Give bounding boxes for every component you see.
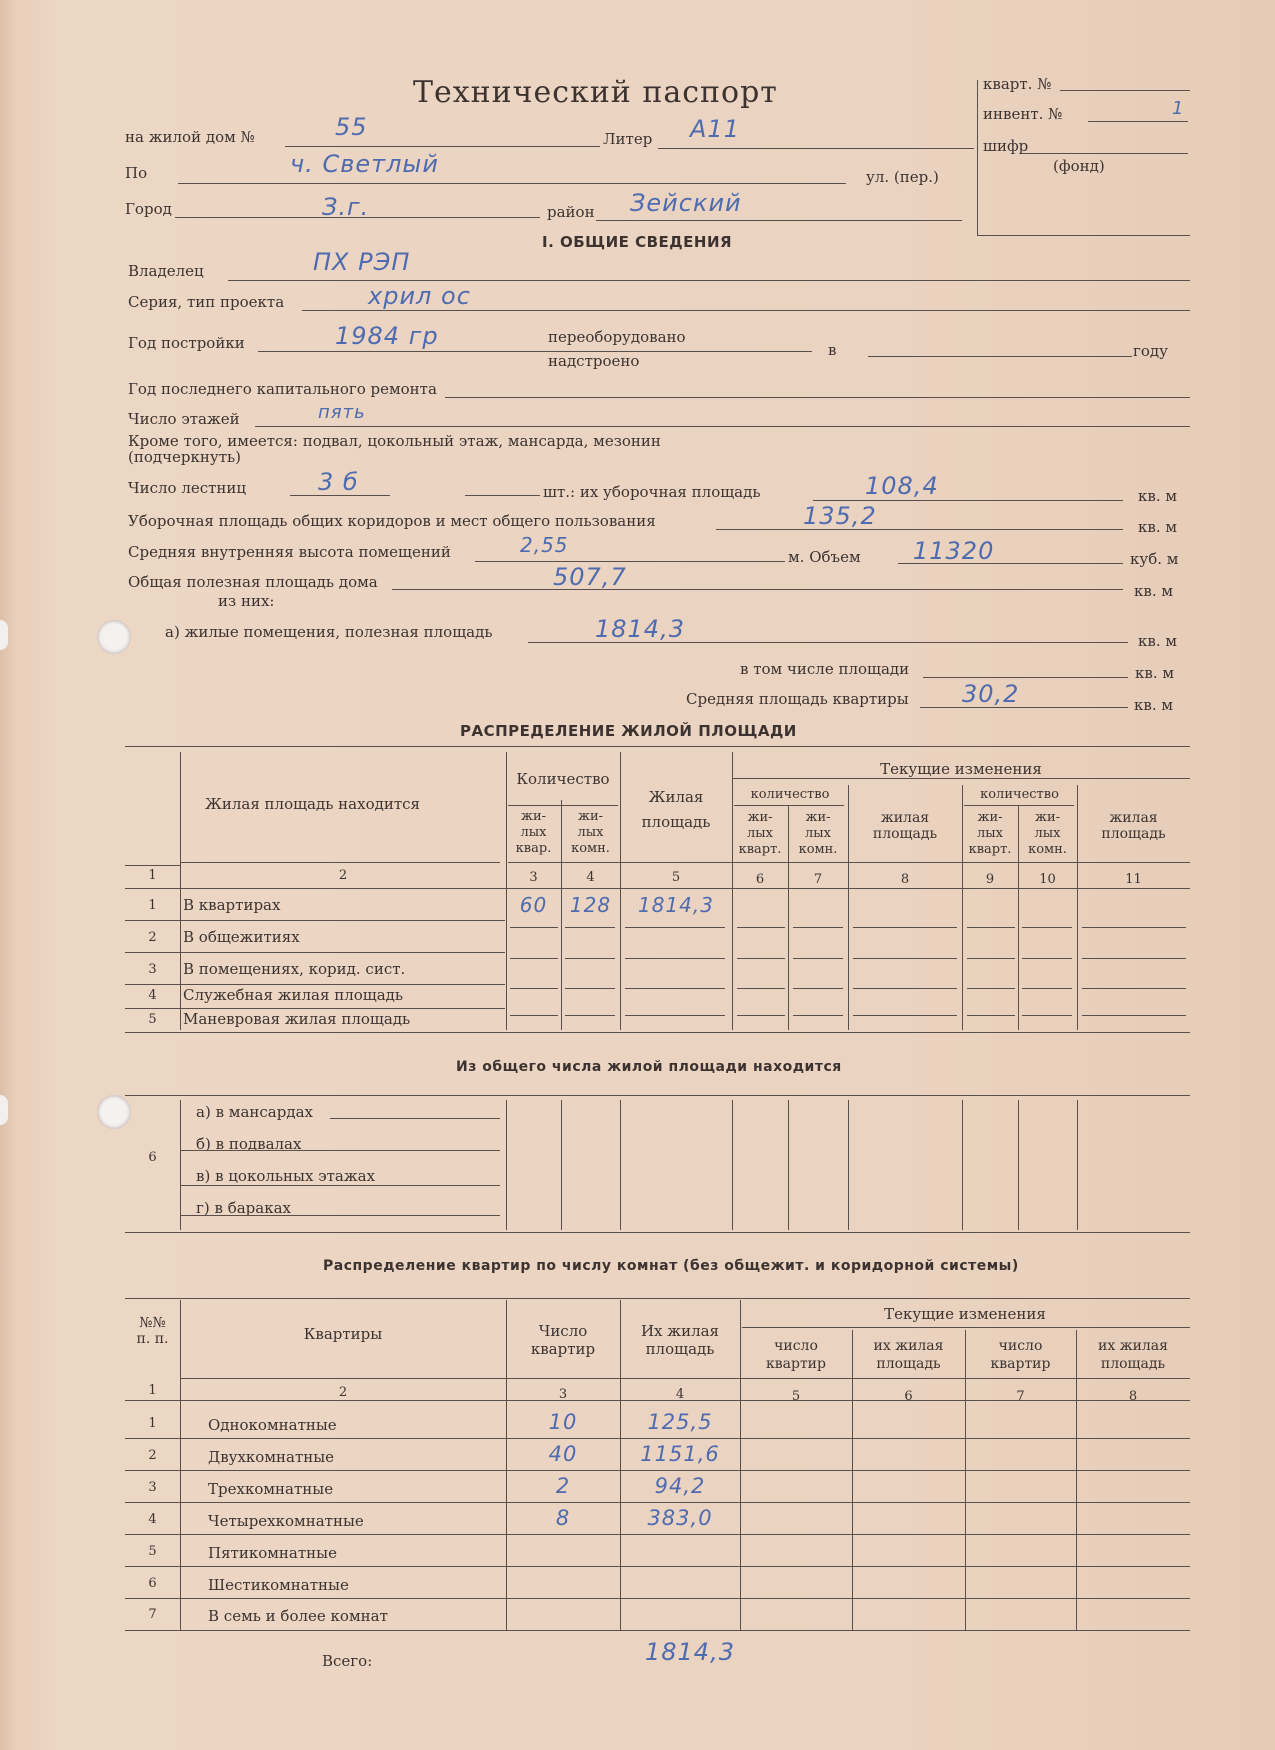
col-num: 3 xyxy=(558,1387,568,1402)
col-num: 6 xyxy=(904,1389,913,1404)
shifr-label: шифр xyxy=(983,137,1029,155)
district-label: район xyxy=(547,203,595,221)
row-label: Однокомнатные xyxy=(208,1416,337,1434)
house-label: на жилой дом № xyxy=(125,128,255,146)
unit-sqm-2: кв. м xyxy=(1138,518,1178,536)
row-label: В помещениях, корид. сист. xyxy=(183,960,406,978)
row-number: 4 xyxy=(148,988,157,1003)
house-number: 55 xyxy=(335,113,368,141)
corridor-value: 135,2 xyxy=(803,502,877,530)
row-count: 40 xyxy=(548,1442,578,1466)
binder-clip xyxy=(0,620,8,650)
city-label: Город xyxy=(125,200,172,218)
row-area: 1814,3 xyxy=(638,893,714,917)
invent-value: 1 xyxy=(1172,98,1185,119)
volume-value: 11320 xyxy=(913,537,995,565)
unit-sqm-4: кв. м xyxy=(1138,632,1178,650)
col-flats: жи- лых квар. xyxy=(515,809,552,856)
col-location: Жилая площадь находится xyxy=(205,795,420,813)
col-quantity: Количество xyxy=(516,770,610,788)
binder-clip xyxy=(0,1095,8,1125)
row-number: 2 xyxy=(148,930,157,945)
total-value: 1814,3 xyxy=(645,1638,735,1666)
col-count: Число квартир xyxy=(530,1322,596,1358)
underline-label: (подчеркнуть) xyxy=(128,448,242,466)
list-item: б) в подвалах xyxy=(196,1135,302,1153)
unit-sqm-3: кв. м xyxy=(1134,582,1174,600)
useful-label: Общая полезная площадь дома xyxy=(128,573,378,591)
col-num: 7 xyxy=(813,872,823,887)
row-label: Двухкомнатные xyxy=(208,1448,335,1466)
col-rooms2b: жи- лых комн. xyxy=(1028,810,1067,857)
stairs-value: 3 б xyxy=(318,468,359,496)
liter-label: Литер xyxy=(603,130,653,148)
avg-label: Средняя площадь квартиры xyxy=(686,690,909,708)
superstruct-label: надстроено xyxy=(548,352,640,370)
repair-label: Год последнего капитального ремонта xyxy=(128,380,437,398)
col-flats2b: жи- лых кварт. xyxy=(968,810,1012,857)
col-num: 5 xyxy=(671,870,681,885)
volume-label: м. Объем xyxy=(788,548,861,566)
reequip-label: переоборудовано xyxy=(548,328,686,346)
row-area: 125,5 xyxy=(647,1410,713,1434)
col-num: 11 xyxy=(1125,872,1142,887)
v-label: в xyxy=(828,341,837,359)
col-current: Текущие изменения xyxy=(880,760,1042,778)
col-num: 5 xyxy=(791,1389,801,1404)
col-num: 9 xyxy=(985,872,995,887)
row-number: 1 xyxy=(148,898,157,913)
unit-sqm-5: кв. м xyxy=(1135,664,1175,682)
height-value: 2,55 xyxy=(520,533,569,557)
col-rooms: жи- лых комн. xyxy=(571,809,610,856)
col-qty2b: количество xyxy=(980,787,1059,802)
of-them-label: из них: xyxy=(218,592,275,610)
row-number: 7 xyxy=(148,1607,157,1622)
living-label: а) жилые помещения, полезная площадь xyxy=(165,623,493,641)
col-num: 7 xyxy=(1016,1389,1025,1404)
general-heading: I. ОБЩИЕ СВЕДЕНИЯ xyxy=(542,233,733,251)
unit-sqm-6: кв. м xyxy=(1134,696,1174,714)
col-num: 10 xyxy=(1039,872,1056,887)
col-num: 8 xyxy=(1128,1389,1138,1404)
row-rooms: 128 xyxy=(569,893,612,917)
row-count: 10 xyxy=(548,1410,578,1434)
row-area: 94,2 xyxy=(654,1474,706,1498)
stairs-area-label: шт.: их уборочная площадь xyxy=(543,483,761,501)
row-number: 2 xyxy=(148,1448,157,1463)
row-number: 6 xyxy=(148,1150,157,1165)
apartments-heading: Распределение квартир по числу комнат (без общежит. и коридорной системы) xyxy=(323,1258,1019,1274)
avg-value: 30,2 xyxy=(962,680,1020,708)
col-area2: их жилая площадь xyxy=(1098,1338,1168,1372)
col-no: №№ п. п. xyxy=(136,1315,169,1347)
kvart-label: кварт. № xyxy=(983,75,1052,93)
page-title: Технический паспорт xyxy=(413,75,778,110)
besides-label: Кроме того, имеется: подвал, цокольный этаж, мансарда, мезонин xyxy=(128,432,661,450)
col-qty2a: количество xyxy=(750,787,830,802)
row-count: 8 xyxy=(555,1506,571,1530)
of-total-heading: Из общего числа жилой площади находится xyxy=(456,1059,842,1075)
row-number: 5 xyxy=(148,1544,157,1559)
distribution-heading: РАСПРЕДЕЛЕНИЕ ЖИЛОЙ ПЛОЩАДИ xyxy=(460,722,797,740)
owner-value: ПХ РЭП xyxy=(313,248,411,276)
col-area2a: жилая площадь xyxy=(872,810,938,842)
row-label: Четырехкомнатные xyxy=(208,1512,364,1530)
series-label: Серия, тип проекта xyxy=(128,293,285,311)
city-value: З.г. xyxy=(322,193,370,221)
col-num: 2 xyxy=(338,868,348,883)
row-flats: 60 xyxy=(519,893,548,917)
col-num: 8 xyxy=(900,872,910,887)
row-label: В квартирах xyxy=(183,896,281,914)
col-current: Текущие изменения xyxy=(884,1305,1046,1323)
year-value: 1984 гр xyxy=(335,322,439,350)
stairs-label: Число лестниц xyxy=(128,479,247,497)
row-number: 3 xyxy=(148,962,157,977)
punch-hole xyxy=(97,1095,131,1129)
col-rooms2a: жи- лых комн. xyxy=(798,810,838,857)
po-label: По xyxy=(125,164,148,182)
col-num: 2 xyxy=(338,1385,348,1400)
row-count: 2 xyxy=(555,1474,571,1498)
col-count2: число квартир xyxy=(990,1338,1051,1372)
punch-hole xyxy=(97,620,131,654)
total-label: Всего: xyxy=(322,1652,373,1670)
series-value: хрил ос xyxy=(368,282,471,310)
floors-value: пять xyxy=(318,402,366,423)
row-label: Пятикомнатные xyxy=(208,1544,337,1562)
corridor-label: Уборочная площадь общих коридоров и мест общего пользования xyxy=(128,512,656,530)
col-flats2a: жи- лых кварт. xyxy=(738,810,782,857)
row-label: В общежитиях xyxy=(183,928,300,946)
street-suffix: ул. (пер.) xyxy=(866,168,939,186)
year-label: Год постройки xyxy=(128,334,245,352)
height-label: Средняя внутренняя высота помещений xyxy=(128,543,451,561)
row-area: 383,0 xyxy=(647,1506,713,1530)
list-item: г) в бараках xyxy=(196,1199,291,1217)
col-num: 4 xyxy=(586,870,595,885)
col-flats: Квартиры xyxy=(303,1325,383,1343)
row-number: 4 xyxy=(148,1512,157,1527)
row-label: Служебная жилая площадь xyxy=(183,986,404,1004)
row-label: Маневровая жилая площадь xyxy=(183,1010,411,1028)
col-count2: число квартир xyxy=(766,1338,826,1372)
liter-value: А11 xyxy=(690,115,740,143)
stairs-area-value: 108,4 xyxy=(865,472,939,500)
row-area: 1151,6 xyxy=(640,1442,720,1466)
living-value: 1814,3 xyxy=(595,615,685,643)
god-label: году xyxy=(1133,342,1168,360)
list-item: а) в мансардах xyxy=(196,1103,313,1121)
floors-label: Число этажей xyxy=(128,410,240,428)
owner-label: Владелец xyxy=(128,262,204,280)
row-number: 1 xyxy=(148,1416,157,1431)
unit-sqm-1: кв. м xyxy=(1138,487,1178,505)
row-label: В семь и более комнат xyxy=(208,1607,388,1625)
col-area: Жилая площадь xyxy=(641,788,711,831)
incl-label: в том числе площади xyxy=(740,660,910,678)
row-number: 5 xyxy=(148,1012,157,1027)
col-num: 1 xyxy=(148,868,157,883)
unit-cbm: куб. м xyxy=(1130,550,1179,568)
row-number: 6 xyxy=(148,1576,157,1591)
col-num: 1 xyxy=(148,1383,157,1398)
fond-label: (фонд) xyxy=(1053,157,1105,175)
row-label: Трехкомнатные xyxy=(208,1480,334,1498)
col-num: 6 xyxy=(755,872,765,887)
col-num: 4 xyxy=(675,1387,685,1402)
row-number: 3 xyxy=(148,1480,157,1495)
street-value: ч. Светлый xyxy=(290,150,439,178)
invent-label: инвент. № xyxy=(983,105,1063,123)
col-num: 3 xyxy=(529,870,538,885)
col-area2: их жилая площадь xyxy=(873,1338,944,1372)
col-area: Их жилая площадь xyxy=(640,1322,720,1358)
district-value: Зейский xyxy=(630,189,742,217)
col-area2b: жилая площадь xyxy=(1101,810,1166,842)
list-item: в) в цокольных этажах xyxy=(196,1167,376,1185)
useful-value: 507,7 xyxy=(553,563,627,591)
row-label: Шестикомнатные xyxy=(208,1576,349,1594)
